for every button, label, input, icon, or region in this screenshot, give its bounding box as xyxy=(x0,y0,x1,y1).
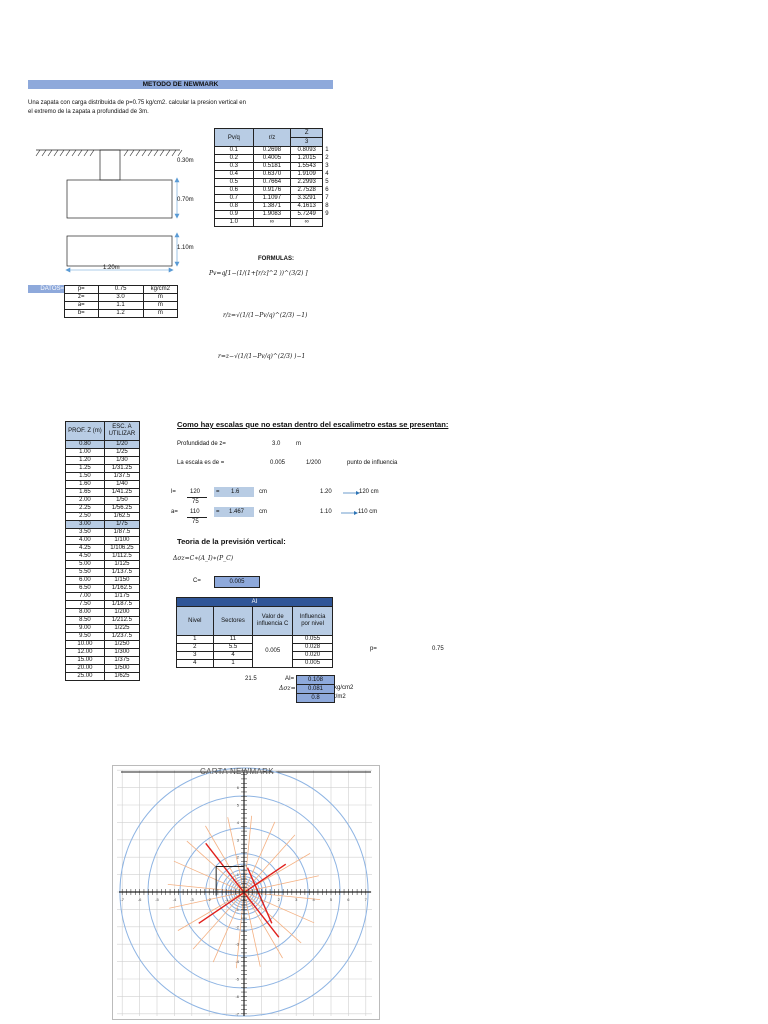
y-tick-label: 3 xyxy=(236,837,239,843)
table-cell: 0.020 xyxy=(293,652,333,660)
table-row xyxy=(215,179,334,187)
page-title: METODO DE NEWMARK xyxy=(142,81,219,88)
x-tick-label: 4 xyxy=(312,897,315,902)
table-cell: 5.5 xyxy=(213,644,253,652)
table-row xyxy=(66,481,140,489)
table-cell: 0.7 xyxy=(215,195,254,203)
table-cell: 1/200 xyxy=(104,609,139,617)
table-row xyxy=(66,449,140,457)
x-tick-label: -6 xyxy=(137,897,142,902)
x-tick-label: 7 xyxy=(364,897,367,902)
table-row xyxy=(66,569,140,577)
table-cell: z= xyxy=(65,294,99,302)
table-cell: 1/137.5 xyxy=(104,569,139,577)
table-cell: 1/41.25 xyxy=(104,489,139,497)
table-cell: 8.00 xyxy=(66,609,105,617)
x-tick-label: -4 xyxy=(172,897,177,902)
table-cell: 1/212.5 xyxy=(104,617,139,625)
chart-title: CARTA NEWMARK xyxy=(200,767,274,776)
table-cell: 3.00 xyxy=(66,521,105,529)
table-row xyxy=(66,457,140,465)
table-cell: 1.2015 xyxy=(291,155,323,163)
table-cell: 1.60 xyxy=(66,481,105,489)
table-cell: 0.7664 xyxy=(253,179,290,187)
table-cell: 5.7249 xyxy=(291,211,323,219)
table-row xyxy=(66,649,140,657)
table-cell: a= xyxy=(65,302,99,310)
table-cell: 1/175 xyxy=(104,593,139,601)
table-cell: 6.50 xyxy=(66,585,105,593)
table-cell: 2.2993 xyxy=(291,179,323,187)
table-cell: 2 xyxy=(177,644,214,652)
table-cell: 1.9109 xyxy=(291,171,323,179)
table-cell: 0.055 xyxy=(293,636,333,644)
table-row xyxy=(65,286,178,294)
l-fraction-bar xyxy=(187,497,207,498)
table-row xyxy=(66,657,140,665)
a-centimeters: 110 cm xyxy=(358,509,378,515)
row-index: 7 xyxy=(325,195,329,201)
table-row xyxy=(66,513,140,521)
x-tick-label: -7 xyxy=(120,897,124,902)
table-cell: m xyxy=(143,294,177,302)
problem-line-2: el extremo de la zapata a profundidad de 3m. xyxy=(28,109,149,115)
row-index: 3 xyxy=(325,163,329,169)
scale-table xyxy=(65,421,140,681)
table-row xyxy=(66,441,140,449)
table-cell: 1/56.25 xyxy=(104,505,139,513)
table-row xyxy=(65,302,178,310)
l-equals: = xyxy=(216,489,220,495)
table-cell: 25.00 xyxy=(66,673,105,681)
table-row xyxy=(215,155,334,163)
x-tick-label: -1 xyxy=(224,897,229,902)
table-cell: 1.2 xyxy=(98,310,143,318)
a-result: 1.467 xyxy=(229,509,245,515)
a-denominator: 75 xyxy=(192,519,199,525)
table-cell: 1 xyxy=(213,660,253,668)
table-cell: 3.50 xyxy=(66,529,105,537)
table-cell: 1.3871 xyxy=(253,203,290,211)
c-label: C= xyxy=(193,578,201,584)
table-cell: 0.6 xyxy=(215,187,254,195)
table-cell: 4 xyxy=(177,660,214,668)
table-row xyxy=(66,473,140,481)
delta-sigma-unit: kg/cm2 xyxy=(334,685,354,691)
table-cell: 1/20 xyxy=(104,441,139,449)
y-tick-label: -2 xyxy=(235,924,239,930)
table-row xyxy=(66,505,140,513)
influence-ray xyxy=(244,835,295,892)
a-unit: cm xyxy=(259,509,267,515)
table-cell: m xyxy=(143,310,177,318)
table-cell: 2.00 xyxy=(66,497,105,505)
table-cell: 1/125 xyxy=(104,561,139,569)
l-unit: cm xyxy=(259,489,267,495)
table-cell: 1/300 xyxy=(104,649,139,657)
table-cell: 9.50 xyxy=(66,633,105,641)
pv-header-z: Z xyxy=(291,129,323,138)
formula-3: r=z−√(1/(1−Pv/q)^(2/3) )−1 xyxy=(218,353,306,360)
table-cell: 3.3291 xyxy=(291,195,323,203)
table-cell: 1/375 xyxy=(104,657,139,665)
table-cell: 2.25 xyxy=(66,505,105,513)
table-cell: ∞ xyxy=(291,219,323,227)
x-tick-label: 1 xyxy=(260,897,263,902)
table-cell: m xyxy=(143,302,177,310)
l-meters: 1.20 xyxy=(320,489,332,495)
table-cell: 0.6370 xyxy=(253,171,290,179)
y-tick-label: 4 xyxy=(236,819,239,825)
influence-ray xyxy=(193,892,244,949)
table-cell: 1/150 xyxy=(104,577,139,585)
table-cell: 10.00 xyxy=(66,641,105,649)
escala-label: La escala es de = xyxy=(177,460,225,466)
prof-unit: m xyxy=(296,441,301,447)
table-row xyxy=(66,665,140,673)
table-row xyxy=(215,147,334,155)
table-cell: 0.9 xyxy=(215,211,254,219)
table-cell: 1/112.5 xyxy=(104,553,139,561)
dim-label-2: 0.70m xyxy=(177,197,194,203)
escala-fraction: 1/200 xyxy=(306,460,322,466)
scale-header-esc: ESC. A UTILIZAR xyxy=(104,422,139,441)
ai-value: 0.108 xyxy=(296,675,335,685)
ai-label: AI= xyxy=(285,676,295,682)
y-tick-label: -4 xyxy=(235,959,239,965)
influence-header-nivel: Nivel xyxy=(177,607,214,636)
table-cell: 4 xyxy=(213,652,253,660)
table-cell: 5.00 xyxy=(66,561,105,569)
table-cell: 0.9176 xyxy=(253,187,290,195)
table-row xyxy=(66,561,140,569)
datos-label: DATOS= xyxy=(28,285,64,293)
table-cell: 1/500 xyxy=(104,665,139,673)
table-cell: 1.25 xyxy=(66,465,105,473)
table-row xyxy=(66,553,140,561)
table-cell: 15.00 xyxy=(66,657,105,665)
table-cell: 0.028 xyxy=(293,644,333,652)
l-centimeters: 120 cm xyxy=(359,489,379,495)
x-tick-label: 5 xyxy=(329,897,333,902)
table-cell: 0.5 xyxy=(215,179,254,187)
table-row xyxy=(65,310,178,318)
table-cell: 1.00 xyxy=(66,449,105,457)
escala-note: punto de influencia xyxy=(347,460,398,466)
table-row xyxy=(66,489,140,497)
prof-value: 3.0 xyxy=(272,441,281,447)
table-cell: 0.4 xyxy=(215,171,254,179)
table-cell: 1/625 xyxy=(104,673,139,681)
x-tick-label: 6 xyxy=(347,897,350,902)
table-row xyxy=(66,521,140,529)
table-cell: 0.2698 xyxy=(253,147,290,155)
table-row xyxy=(66,609,140,617)
table-cell: 1.5543 xyxy=(291,163,323,171)
table-row xyxy=(215,211,334,219)
table-row xyxy=(66,497,140,505)
table-row xyxy=(66,673,140,681)
table-cell: 4.25 xyxy=(66,545,105,553)
table-cell: 1.65 xyxy=(66,489,105,497)
a-meters: 1.10 xyxy=(320,509,332,515)
footing-base xyxy=(67,236,172,266)
y-tick-label: 1 xyxy=(236,872,239,878)
footing xyxy=(67,180,172,218)
l-numerator: 120 xyxy=(190,489,201,495)
table-cell: 1.0 xyxy=(215,219,254,227)
arrow-icon xyxy=(343,490,360,496)
x-tick-label: 3 xyxy=(295,897,298,902)
table-cell: 4.50 xyxy=(66,553,105,561)
table-cell: 0.80 xyxy=(66,441,105,449)
table-row xyxy=(66,593,140,601)
problem-line-1: Una zapata con carga distribuida de p=0.75 kg/cm2. calcular la presion vertical en xyxy=(28,100,246,106)
influence-ray xyxy=(244,892,301,943)
datos-table xyxy=(64,285,178,318)
table-cell: 1.50 xyxy=(66,473,105,481)
influence-header-valor: Valor de influencia C xyxy=(253,607,293,636)
dim-label-3: 1.10m xyxy=(177,245,194,251)
delta-sigma-label: Δσz= xyxy=(279,685,296,692)
table-row xyxy=(215,219,334,227)
table-cell: 1/40 xyxy=(104,481,139,489)
table-cell: 1/87.5 xyxy=(104,529,139,537)
l-label: l= xyxy=(171,489,176,495)
table-cell: 11 xyxy=(213,636,253,644)
table-row xyxy=(66,529,140,537)
table-row xyxy=(215,187,334,195)
table-row xyxy=(65,294,178,302)
row-index: 6 xyxy=(325,187,329,193)
table-row xyxy=(215,163,334,171)
scale-header-prof: PROF. Z (m) xyxy=(66,422,105,441)
delta-sigma-value: 0.081 xyxy=(296,684,335,694)
table-cell: 2.7528 xyxy=(291,187,323,195)
column xyxy=(100,150,120,180)
pv-header-zval: 3 xyxy=(291,138,323,147)
table-cell: ∞ xyxy=(253,219,290,227)
table-row xyxy=(66,625,140,633)
a-fraction-bar xyxy=(187,517,207,518)
table-cell: 1/106.25 xyxy=(104,545,139,553)
table-cell: 4.00 xyxy=(66,537,105,545)
influence-top-header: AI xyxy=(177,598,333,607)
table-cell: 1/31.25 xyxy=(104,465,139,473)
dim-label-1: 0.30m xyxy=(177,158,194,164)
formula-1: Pv=q[1−(1/(1+[r/z]^2 ))^(3/2) ] xyxy=(209,270,308,277)
table-row xyxy=(66,641,140,649)
table-row xyxy=(215,195,334,203)
table-cell: 9.00 xyxy=(66,625,105,633)
table-row xyxy=(66,601,140,609)
table-row xyxy=(66,465,140,473)
table-cell: kg/cm2 xyxy=(143,286,177,294)
table-cell: 2.50 xyxy=(66,513,105,521)
table-cell: 0.8 xyxy=(215,203,254,211)
teoria-formula: Δσz=C∗(A_I)∗(P_C) xyxy=(173,555,234,562)
table-cell: 20.00 xyxy=(66,665,105,673)
table-cell: 0.5181 xyxy=(253,163,290,171)
table-row xyxy=(66,633,140,641)
pv-table xyxy=(214,128,334,227)
row-index: 9 xyxy=(325,211,329,217)
y-tick-label: 5 xyxy=(236,802,239,808)
influence-header-sectores: Sectores xyxy=(213,607,253,636)
table-row xyxy=(66,617,140,625)
table-cell: 1.1 xyxy=(98,302,143,310)
row-index: 5 xyxy=(325,179,329,185)
x-tick-label: 2 xyxy=(277,897,280,902)
l-denominator: 75 xyxy=(192,499,199,505)
pv-header-pvq: Pv/q xyxy=(215,129,254,147)
table-cell: 1/25 xyxy=(104,449,139,457)
escala-value: 0.005 xyxy=(270,460,286,466)
formulas-heading: FORMULAS: xyxy=(258,256,294,262)
table-cell: 1/37.5 xyxy=(104,473,139,481)
row-index xyxy=(323,219,334,227)
a-label: a= xyxy=(171,509,178,515)
table-cell: 1/75 xyxy=(104,521,139,529)
table-cell: 0.2 xyxy=(215,155,254,163)
influence-c-merged: 0.005 xyxy=(253,636,293,668)
y-tick-label: -5 xyxy=(235,976,239,982)
prof-label: Profundidad de z= xyxy=(177,441,226,447)
table-cell: 1/100 xyxy=(104,537,139,545)
x-tick-label: -5 xyxy=(155,897,159,902)
x-tick-label: -2 xyxy=(207,897,211,902)
table-cell: 8.50 xyxy=(66,617,105,625)
table-cell: 6.00 xyxy=(66,577,105,585)
dim-label-4: 1.20m xyxy=(103,265,120,271)
p-label: p= xyxy=(370,646,377,652)
influence-header-por-nivel: Influencia por nivel xyxy=(293,607,333,636)
table-cell: 1/30 xyxy=(104,457,139,465)
table-cell: 7.50 xyxy=(66,601,105,609)
y-tick-label: 6 xyxy=(236,785,239,791)
row-index: 1 xyxy=(325,147,329,153)
table-cell: 5.50 xyxy=(66,569,105,577)
row-index: 4 xyxy=(325,171,329,177)
table-cell: 0.8093 xyxy=(291,147,323,155)
table-cell: 1/225 xyxy=(104,625,139,633)
influence-table xyxy=(176,597,333,668)
p-value: 0.75 xyxy=(432,646,444,652)
l-result: 1.6 xyxy=(231,489,240,495)
table-cell: 0.1 xyxy=(215,147,254,155)
table-row xyxy=(66,585,140,593)
a-equals: = xyxy=(216,509,220,515)
table-cell: 1/250 xyxy=(104,641,139,649)
row-index: 8 xyxy=(325,203,329,209)
newmark-chart xyxy=(113,766,378,1018)
x-tick-label: -3 xyxy=(190,897,194,902)
table-cell: 1/162.5 xyxy=(104,585,139,593)
tm-value: 0.8 xyxy=(296,693,335,703)
teoria-heading: Teoria de la previsión vertical: xyxy=(177,537,286,546)
y-tick-label: -7 xyxy=(235,1011,239,1017)
table-cell: 1 xyxy=(177,636,214,644)
escalas-heading: Como hay escalas que no estan dentro del escalimetro estas se presentan: xyxy=(177,420,449,429)
table-cell: 0.005 xyxy=(293,660,333,668)
y-tick-label: -1 xyxy=(235,906,239,912)
table-row xyxy=(177,636,333,644)
table-cell: 1/62.5 xyxy=(104,513,139,521)
formula-2: r/z=√(1/(1−Pv/q)^(2/3) −1) xyxy=(223,312,308,319)
table-cell: 3 xyxy=(177,652,214,660)
tm-unit: t/m2 xyxy=(334,694,346,700)
table-cell: 1.1097 xyxy=(253,195,290,203)
table-cell: 1.9083 xyxy=(253,211,290,219)
x-tick-label: 0 xyxy=(242,897,246,902)
row-index: 2 xyxy=(325,155,329,161)
table-row xyxy=(215,203,334,211)
y-tick-label: -3 xyxy=(235,941,239,947)
table-cell: 1/237.5 xyxy=(104,633,139,641)
table-cell: b= xyxy=(65,310,99,318)
table-cell: 0.3 xyxy=(215,163,254,171)
table-row xyxy=(66,537,140,545)
ground-hatch xyxy=(36,150,182,156)
pv-header-rz: r/z xyxy=(253,129,290,147)
table-cell: p= xyxy=(65,286,99,294)
table-cell: 1/50 xyxy=(104,497,139,505)
table-row xyxy=(215,171,334,179)
y-tick-label: -6 xyxy=(235,993,239,999)
table-cell: 7.00 xyxy=(66,593,105,601)
table-row xyxy=(66,545,140,553)
c-value: 0.005 xyxy=(214,576,260,588)
table-cell: 1.20 xyxy=(66,457,105,465)
table-cell: 3.0 xyxy=(98,294,143,302)
table-cell: 1/187.5 xyxy=(104,601,139,609)
table-row xyxy=(66,577,140,585)
table-cell: 4.1613 xyxy=(291,203,323,211)
table-cell: 12.00 xyxy=(66,649,105,657)
table-cell: 0.4005 xyxy=(253,155,290,163)
a-numerator: 110 xyxy=(190,509,200,515)
y-tick-label: 2 xyxy=(236,854,239,860)
total-sectores: 21.5 xyxy=(245,676,257,682)
arrow-icon xyxy=(341,510,358,516)
table-cell: 0.75 xyxy=(98,286,143,294)
